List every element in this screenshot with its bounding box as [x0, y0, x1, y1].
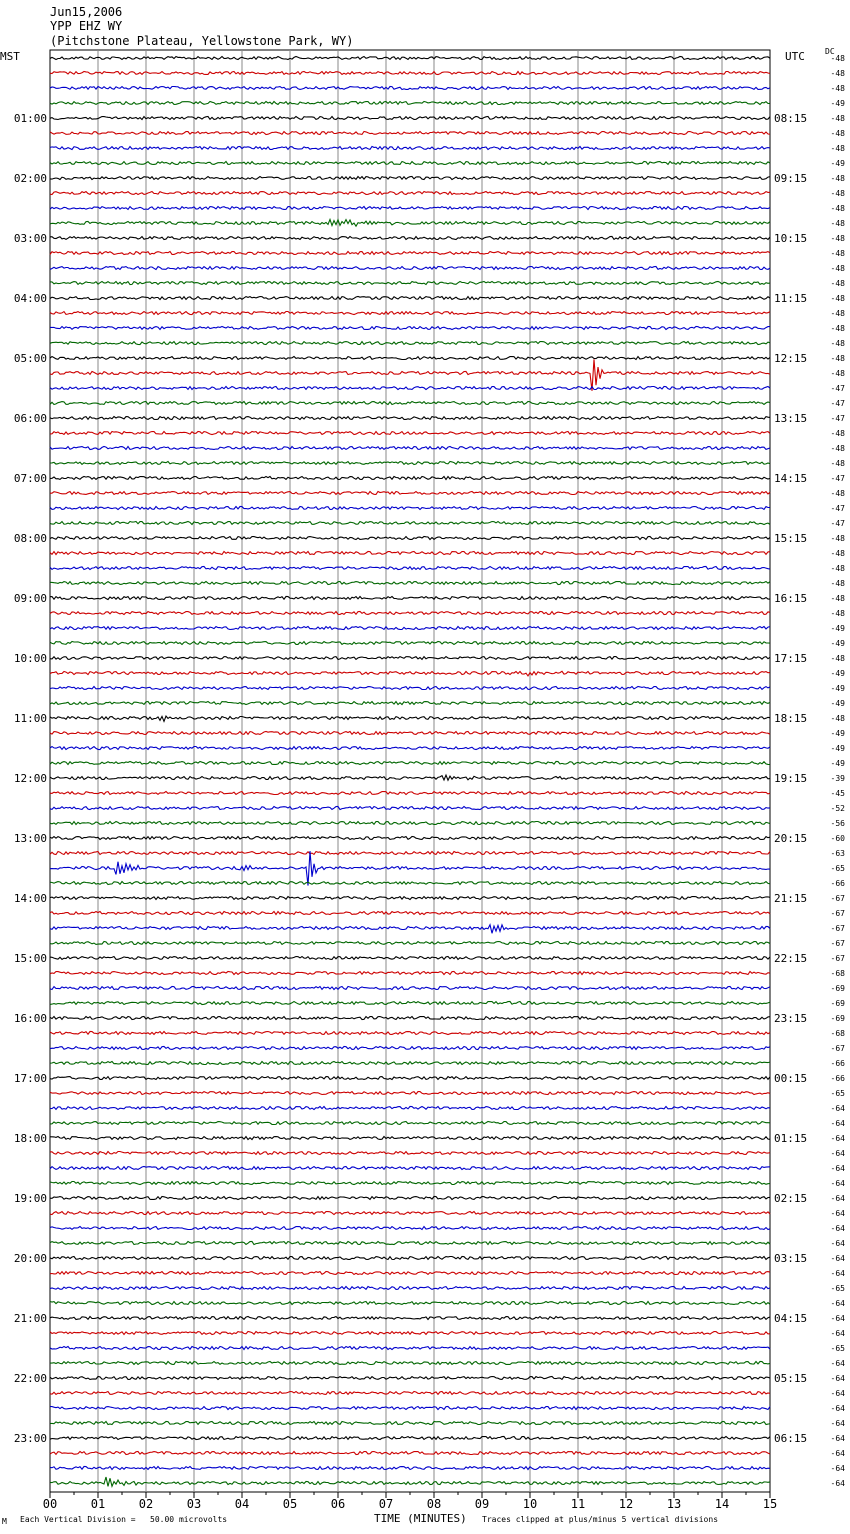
mst-hour-label: 04:00	[13, 292, 47, 305]
dc-offset-label: -68	[830, 969, 845, 978]
dc-offset-label: -64	[830, 1299, 845, 1308]
trace-row	[50, 102, 770, 105]
dc-offset-label: -48	[830, 204, 845, 213]
dc-offset-label: -64	[830, 1449, 845, 1458]
trace-row	[50, 297, 770, 300]
dc-offset-label: -48	[830, 459, 845, 468]
dc-offset-label: -63	[830, 849, 845, 858]
dc-offset-label: -56	[830, 819, 845, 828]
mst-hour-label: 16:00	[13, 1012, 47, 1025]
utc-hour-label: 18:15	[774, 712, 808, 725]
dc-offset-label: -52	[830, 804, 845, 813]
trace-row	[50, 537, 770, 540]
dc-offset-label: -67	[830, 939, 845, 948]
dc-offset-label: -64	[830, 1314, 845, 1323]
dc-offset-label: -64	[830, 1104, 845, 1113]
x-tick-label: 14	[714, 1497, 730, 1511]
trace-row	[50, 1002, 770, 1005]
trace-row	[50, 87, 770, 90]
x-tick-label: 04	[234, 1497, 250, 1511]
trace-row	[50, 192, 770, 195]
dc-offset-label: -39	[830, 774, 845, 783]
dc-offset-label: -48	[830, 579, 845, 588]
dc-offset-label: -48	[830, 234, 845, 243]
mst-hour-label: 15:00	[13, 952, 47, 965]
trace-row	[50, 282, 770, 285]
dc-offset-label: -48	[830, 219, 845, 228]
mst-hour-label: 20:00	[13, 1252, 47, 1265]
dc-offset-label: -64	[830, 1224, 845, 1233]
dc-offset-label: -64	[830, 1179, 845, 1188]
trace-row	[50, 1212, 770, 1215]
trace-row	[50, 987, 770, 990]
trace-row	[50, 567, 770, 570]
utc-hour-label: 05:15	[774, 1372, 808, 1385]
dc-offset-label: -49	[830, 99, 845, 108]
trace-row	[50, 327, 770, 330]
dc-offset-label: -48	[830, 654, 845, 663]
x-tick-label: 01	[90, 1497, 106, 1511]
trace-row	[50, 775, 770, 780]
dc-offset-label: -64	[830, 1374, 845, 1383]
mst-hour-label: 19:00	[13, 1192, 47, 1205]
dc-offset-label: -48	[830, 564, 845, 573]
x-tick-label: 06	[330, 1497, 346, 1511]
dc-offset-label: -67	[830, 894, 845, 903]
trace-row	[50, 837, 770, 840]
trace-row	[50, 1467, 770, 1470]
mst-hour-label: 02:00	[13, 172, 47, 185]
trace-row	[50, 957, 770, 960]
utc-hour-label: 02:15	[774, 1192, 808, 1205]
dc-offset-label: -66	[830, 1059, 845, 1068]
trace-row	[50, 1017, 770, 1020]
utc-hour-label: 04:15	[774, 1312, 808, 1325]
utc-hour-label: 03:15	[774, 1252, 808, 1265]
dc-column-title: DC	[825, 47, 835, 56]
x-tick-label: 15	[762, 1497, 778, 1511]
trace-row	[50, 312, 770, 315]
trace-row	[50, 1407, 770, 1410]
dc-offset-label: -49	[830, 684, 845, 693]
dc-offset-label: -47	[830, 399, 845, 408]
trace-row	[50, 671, 770, 676]
utc-hour-label: 20:15	[774, 832, 808, 845]
dc-offset-label: -64	[830, 1419, 845, 1428]
x-tick-label: 05	[282, 1497, 298, 1511]
trace-row	[50, 342, 770, 345]
dc-offset-label: -65	[830, 1344, 845, 1353]
dc-offset-label: -48	[830, 54, 845, 63]
x-tick-label: 09	[474, 1497, 490, 1511]
mst-hour-label: 07:00	[13, 472, 47, 485]
utc-hour-label: 23:15	[774, 1012, 808, 1025]
dc-offset-label: -64	[830, 1359, 845, 1368]
trace-row	[50, 1377, 770, 1380]
trace-row	[50, 1152, 770, 1155]
trace-row	[50, 1107, 770, 1110]
trace-row	[50, 612, 770, 615]
trace-row	[50, 732, 770, 735]
trace-row	[50, 357, 770, 360]
utc-hour-label: 22:15	[774, 952, 808, 965]
trace-row	[50, 267, 770, 270]
trace-row	[50, 147, 770, 150]
trace-row	[50, 207, 770, 210]
trace-row	[50, 220, 770, 227]
dc-offset-label: -48	[830, 84, 845, 93]
x-tick-label: 10	[522, 1497, 538, 1511]
trace-row	[50, 687, 770, 690]
dc-offset-label: -67	[830, 954, 845, 963]
mst-hour-label: 13:00	[13, 832, 47, 845]
dc-offset-label: -64	[830, 1269, 845, 1278]
trace-row	[50, 432, 770, 435]
x-tick-label: 00	[42, 1497, 58, 1511]
trace-row	[50, 792, 770, 795]
utc-hour-label: 01:15	[774, 1132, 808, 1145]
dc-offset-label: -64	[830, 1194, 845, 1203]
mst-hour-label: 09:00	[13, 592, 47, 605]
dc-offset-label: -48	[830, 594, 845, 603]
dc-offset-label: -64	[830, 1404, 845, 1413]
dc-offset-label: -64	[830, 1479, 845, 1488]
utc-hour-label: 19:15	[774, 772, 808, 785]
trace-row	[50, 851, 770, 886]
dc-offset-label: -48	[830, 279, 845, 288]
trace-row	[50, 359, 770, 391]
trace-row	[50, 882, 770, 885]
dc-offset-label: -48	[830, 324, 845, 333]
trace-row	[50, 162, 770, 165]
trace-row	[50, 1227, 770, 1230]
dc-offset-label: -48	[830, 609, 845, 618]
trace-row	[50, 57, 770, 60]
trace-row	[50, 1477, 770, 1486]
dc-offset-label: -48	[830, 114, 845, 123]
mst-hour-label: 18:00	[13, 1132, 47, 1145]
x-tick-label: 03	[186, 1497, 202, 1511]
utc-hour-label: 13:15	[774, 412, 808, 425]
dc-offset-label: -48	[830, 144, 845, 153]
trace-row	[50, 387, 770, 390]
mst-hour-label: 14:00	[13, 892, 47, 905]
trace-row	[50, 912, 770, 915]
mst-hour-label: 17:00	[13, 1072, 47, 1085]
scale-mark: M	[2, 1517, 7, 1526]
utc-hour-label: 06:15	[774, 1432, 808, 1445]
mst-hour-label: 12:00	[13, 772, 47, 785]
x-axis-title: TIME (MINUTES)	[374, 1512, 467, 1525]
utc-axis-title: UTC	[785, 50, 805, 63]
trace-row	[50, 762, 770, 765]
utc-hour-label: 00:15	[774, 1072, 808, 1085]
utc-hour-label: 14:15	[774, 472, 808, 485]
dc-offset-label: -64	[830, 1239, 845, 1248]
trace-row	[50, 1167, 770, 1170]
station-location: (Pitchstone Plateau, Yellowstone Park, WY)	[50, 34, 354, 48]
dc-offset-label: -64	[830, 1119, 845, 1128]
dc-offset-label: -65	[830, 1284, 845, 1293]
mst-hour-label: 06:00	[13, 412, 47, 425]
dc-offset-label: -64	[830, 1329, 845, 1338]
trace-row	[50, 822, 770, 825]
x-tick-label: 13	[666, 1497, 682, 1511]
mst-hour-label: 08:00	[13, 532, 47, 545]
dc-offset-label: -48	[830, 534, 845, 543]
dc-offset-label: -48	[830, 264, 845, 273]
trace-row	[50, 1272, 770, 1275]
trace-row	[50, 1197, 770, 1200]
trace-row	[50, 1257, 770, 1260]
trace-row	[50, 1347, 770, 1350]
utc-hour-label: 12:15	[774, 352, 808, 365]
x-tick-label: 11	[570, 1497, 586, 1511]
trace-row	[50, 642, 770, 645]
utc-hour-label: 09:15	[774, 172, 808, 185]
trace-row	[50, 1422, 770, 1425]
utc-hour-label: 15:15	[774, 532, 808, 545]
trace-row	[50, 1317, 770, 1320]
dc-offset-label: -48	[830, 189, 845, 198]
x-tick-label: 02	[138, 1497, 154, 1511]
utc-hour-label: 17:15	[774, 652, 808, 665]
dc-offset-label: -47	[830, 384, 845, 393]
dc-offset-label: -49	[830, 729, 845, 738]
dc-offset-label: -65	[830, 1089, 845, 1098]
dc-offset-label: -64	[830, 1149, 845, 1158]
trace-row	[50, 1062, 770, 1065]
dc-offset-label: -69	[830, 1014, 845, 1023]
dc-offset-label: -64	[830, 1434, 845, 1443]
dc-offset-label: -48	[830, 309, 845, 318]
dc-offset-label: -49	[830, 699, 845, 708]
trace-row	[50, 492, 770, 495]
utc-hour-label: 10:15	[774, 232, 808, 245]
dc-offset-label: -48	[830, 489, 845, 498]
trace-row	[50, 1032, 770, 1035]
trace-row	[50, 1437, 770, 1440]
trace-row	[50, 1092, 770, 1095]
dc-offset-label: -48	[830, 714, 845, 723]
utc-hour-label: 16:15	[774, 592, 808, 605]
division-note: Each Vertical Division = 50.00 microvolts	[20, 1515, 228, 1524]
dc-offset-label: -48	[830, 174, 845, 183]
trace-row	[50, 1047, 770, 1050]
dc-offset-label: -49	[830, 744, 845, 753]
trace-row	[50, 716, 770, 721]
dc-offset-label: -64	[830, 1164, 845, 1173]
trace-row	[50, 1137, 770, 1140]
trace-row	[50, 657, 770, 660]
dc-offset-label: -49	[830, 669, 845, 678]
trace-row	[50, 807, 770, 810]
trace-row	[50, 1122, 770, 1125]
trace-row	[50, 1452, 770, 1455]
trace-row	[50, 1287, 770, 1290]
dc-offset-label: -48	[830, 249, 845, 258]
dc-offset-label: -68	[830, 1029, 845, 1038]
mst-hour-label: 22:00	[13, 1372, 47, 1385]
x-tick-label: 08	[426, 1497, 442, 1511]
trace-row	[50, 942, 770, 945]
dc-offset-label: -64	[830, 1464, 845, 1473]
dc-offset-label: -64	[830, 1389, 845, 1398]
dc-offset-label: -48	[830, 549, 845, 558]
trace-row	[50, 252, 770, 255]
mst-hour-label: 11:00	[13, 712, 47, 725]
dc-offset-label: -65	[830, 864, 845, 873]
dc-offset-label: -47	[830, 504, 845, 513]
mst-hour-label: 05:00	[13, 352, 47, 365]
x-tick-label: 12	[618, 1497, 634, 1511]
dc-offset-label: -48	[830, 339, 845, 348]
station-code: YPP EHZ WY	[50, 19, 123, 33]
mst-hour-label: 23:00	[13, 1432, 47, 1445]
dc-offset-label: -48	[830, 429, 845, 438]
utc-hour-label: 21:15	[774, 892, 808, 905]
trace-row	[50, 702, 770, 705]
dc-offset-label: -47	[830, 474, 845, 483]
mst-hour-label: 01:00	[13, 112, 47, 125]
dc-offset-label: -48	[830, 129, 845, 138]
trace-row	[50, 582, 770, 585]
trace-row	[50, 925, 770, 934]
dc-offset-label: -69	[830, 999, 845, 1008]
utc-hour-label: 08:15	[774, 112, 808, 125]
dc-offset-label: -64	[830, 1254, 845, 1263]
clip-note: Traces clipped at plus/minus 5 vertical divisions	[482, 1515, 719, 1524]
trace-row	[50, 597, 770, 600]
dc-offset-label: -69	[830, 984, 845, 993]
trace-row	[50, 72, 770, 75]
mst-hour-label: 21:00	[13, 1312, 47, 1325]
trace-row	[50, 1077, 770, 1080]
dc-offset-label: -60	[830, 834, 845, 843]
trace-row	[50, 477, 770, 480]
dc-offset-label: -47	[830, 519, 845, 528]
trace-row	[50, 747, 770, 750]
mst-axis-title: MST	[0, 50, 20, 63]
utc-hour-label: 11:15	[774, 292, 808, 305]
dc-offset-label: -48	[830, 444, 845, 453]
trace-row	[50, 552, 770, 555]
x-tick-label: 07	[378, 1497, 394, 1511]
mst-hour-label: 03:00	[13, 232, 47, 245]
trace-row	[50, 237, 770, 240]
dc-offset-label: -49	[830, 639, 845, 648]
dc-offset-label: -45	[830, 789, 845, 798]
dc-offset-label: -64	[830, 1134, 845, 1143]
dc-offset-label: -67	[830, 924, 845, 933]
trace-row	[50, 1362, 770, 1365]
trace-row	[50, 402, 770, 405]
dc-offset-label: -48	[830, 69, 845, 78]
trace-row	[50, 132, 770, 135]
trace-row	[50, 1392, 770, 1395]
dc-offset-label: -49	[830, 159, 845, 168]
dc-offset-label: -66	[830, 1074, 845, 1083]
trace-row	[50, 507, 770, 510]
trace-row	[50, 1182, 770, 1185]
trace-row	[50, 462, 770, 465]
recording-date: Jun15,2006	[50, 5, 123, 19]
trace-row	[50, 852, 770, 855]
dc-offset-label: -48	[830, 369, 845, 378]
dc-offset-label: -66	[830, 879, 845, 888]
trace-row	[50, 897, 770, 900]
dc-offset-label: -67	[830, 1044, 845, 1053]
trace-row	[50, 1332, 770, 1335]
trace-row	[50, 177, 770, 180]
trace-row	[50, 1242, 770, 1245]
trace-row	[50, 417, 770, 420]
dc-offset-label: -47	[830, 414, 845, 423]
mst-hour-label: 10:00	[13, 652, 47, 665]
dc-offset-label: -67	[830, 909, 845, 918]
trace-row	[50, 447, 770, 450]
dc-offset-label: -64	[830, 1209, 845, 1218]
trace-row	[50, 972, 770, 975]
dc-offset-label: -49	[830, 624, 845, 633]
trace-row	[50, 117, 770, 120]
dc-offset-label: -49	[830, 759, 845, 768]
trace-row	[50, 522, 770, 525]
dc-offset-label: -48	[830, 294, 845, 303]
trace-row	[50, 1302, 770, 1305]
trace-row	[50, 627, 770, 630]
dc-offset-label: -48	[830, 354, 845, 363]
